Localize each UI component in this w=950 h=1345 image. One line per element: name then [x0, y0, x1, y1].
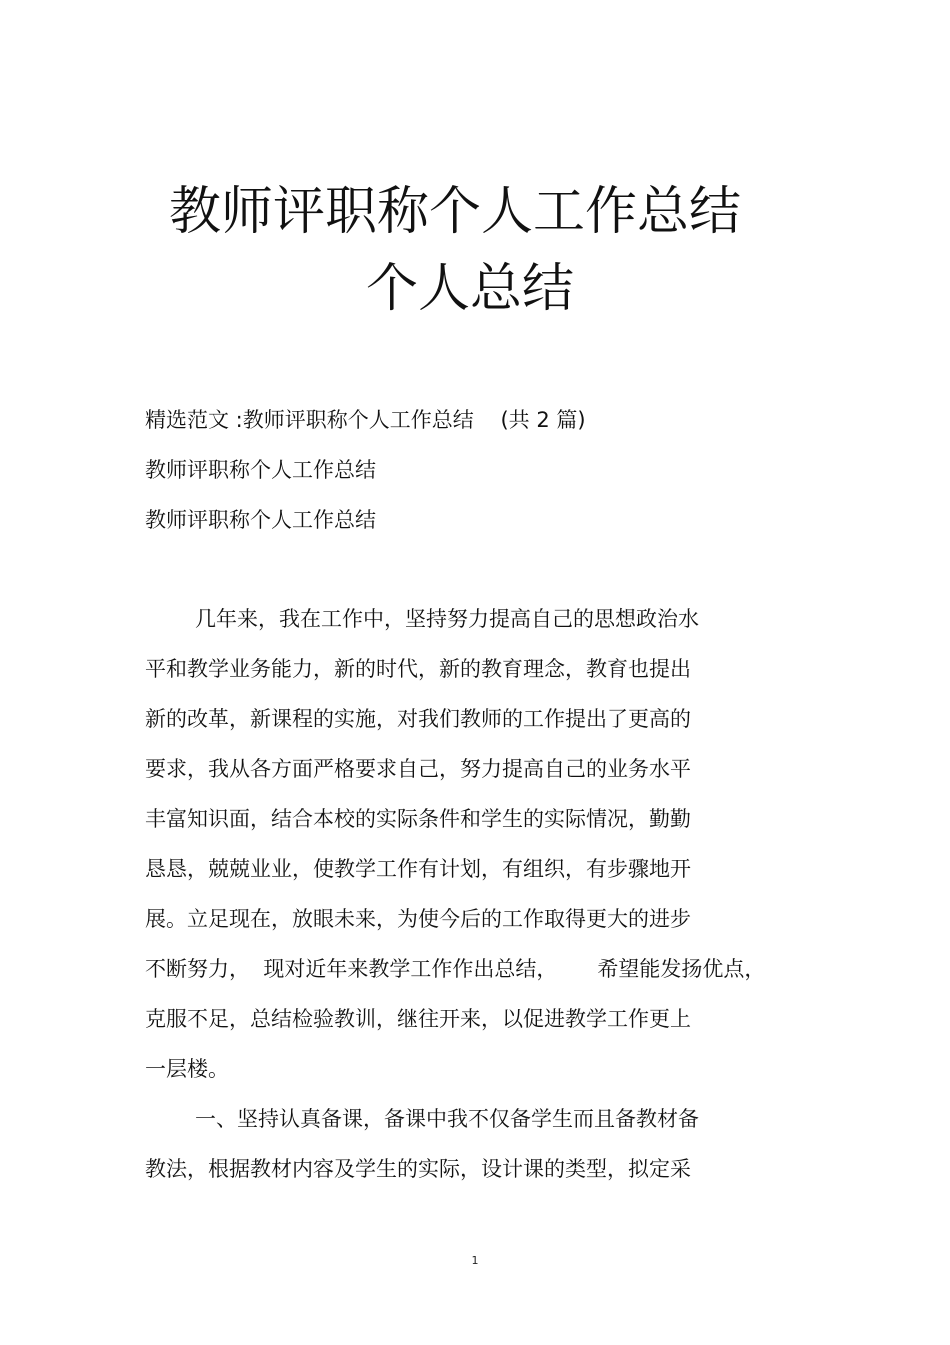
document-title-line-1: 教师评职称个人工作总结 — [168, 182, 741, 242]
paragraph1-line: 几年来，我在工作中，坚持努力提高自己的思想政治水 — [195, 607, 699, 631]
paragraph1-line: 克服不足，总结检验教训，继往开来，以促进教学工作更上 — [145, 1007, 691, 1031]
subtitle-line-2: 教师评职称个人工作总结 — [145, 508, 376, 532]
subtitle-line-1: 教师评职称个人工作总结 — [145, 458, 376, 482]
paragraph1-line: 丰富知识面，结合本校的实际条件和学生的实际情况，勤勤 — [145, 807, 691, 831]
page-number: 1 — [471, 1254, 479, 1267]
paragraph1-line: 新的改革，新课程的实施，对我们教师的工作提出了更高的 — [145, 707, 691, 731]
paragraph1-line: 平和教学业务能力，新的时代，新的教育理念，教育也提出 — [145, 657, 691, 681]
document-title-line-2: 个人总结 — [365, 259, 574, 319]
paragraph2-line: 一、坚持认真备课，备课中我不仅备学生而且备教材备 — [195, 1107, 699, 1131]
paragraph1-line: 展。立足现在，放眼未来，为使今后的工作取得更大的进步 — [145, 907, 691, 931]
paragraph1-line: 要求，我从各方面严格要求自己，努力提高自己的业务水平 — [145, 757, 691, 781]
intro-line: 精选范文 :教师评职称个人工作总结 (共 2 篇) — [145, 408, 586, 432]
paragraph1-line: 恳恳，兢兢业业，使教学工作有计划，有组织，有步骤地开 — [145, 857, 691, 881]
paragraph1-line: 一层楼。 — [145, 1057, 229, 1081]
paragraph2-line: 教法，根据教材内容及学生的实际，设计课的类型，拟定采 — [145, 1157, 691, 1181]
paragraph1-line: 不断努力， 现对近年来教学工作作出总结， 希望能发扬优点， — [145, 957, 766, 981]
